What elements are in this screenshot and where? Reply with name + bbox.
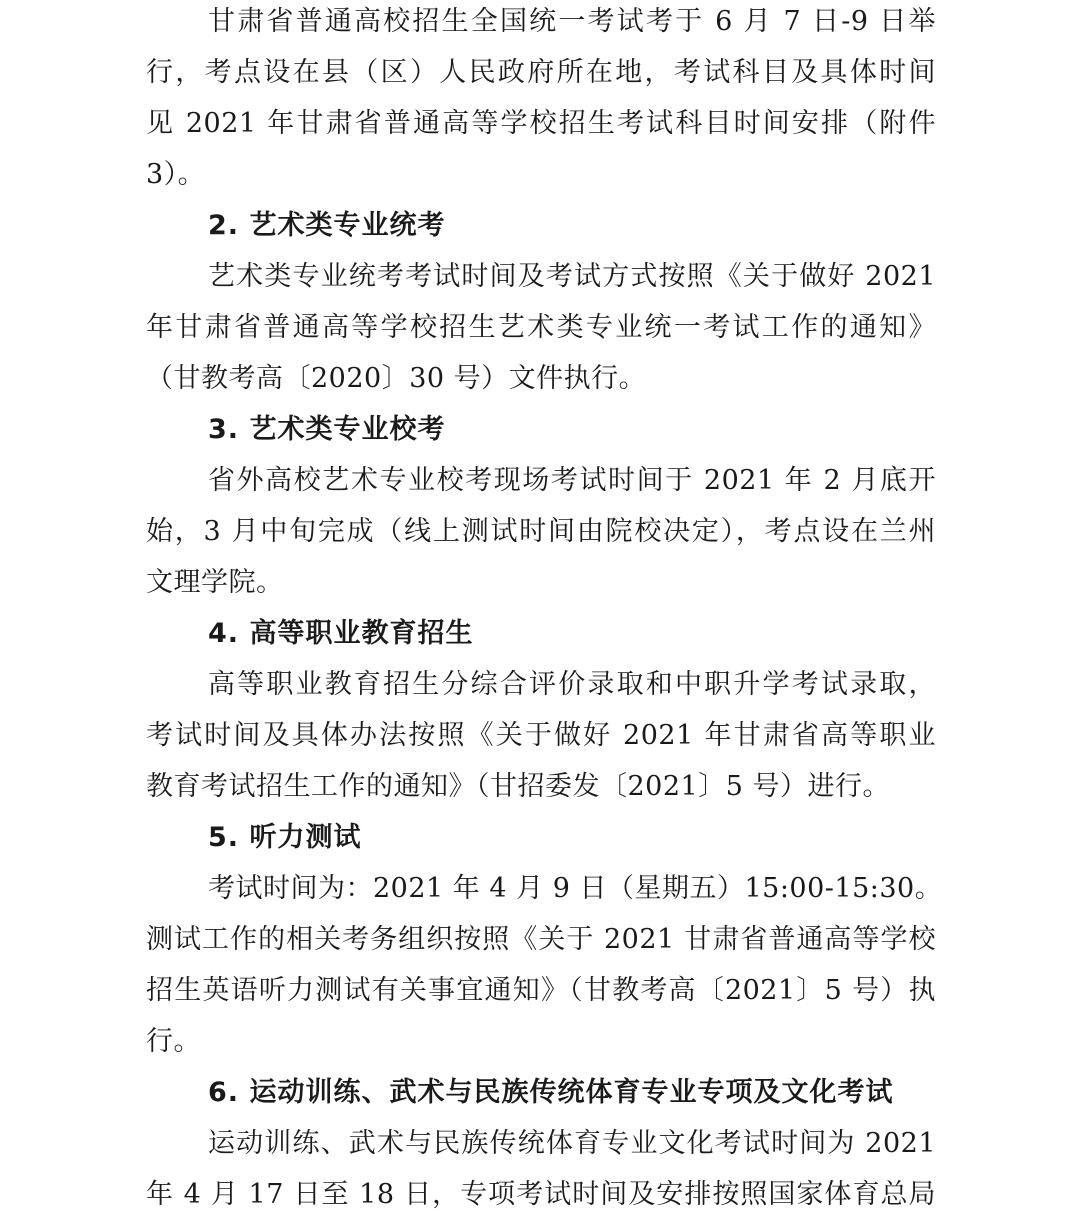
paragraph-line: 考试时间为：2021 年 4 月 9 日（星期五）15:00-15:30。 [208,873,943,904]
paragraph-line: 高等职业教育招生分综合评价录取和中职升学考试录取， [208,669,936,700]
paragraph-line: 年甘肃省普通高等学校招生艺术类专业统一考试工作的通知》 [146,312,936,343]
paragraph-line: 考试时间及具体办法按照《关于做好 2021 年甘肃省高等职业 [146,720,936,751]
paragraph-line: 3）。 [146,159,206,190]
paragraph-line: 艺术类专业统考考试时间及考试方式按照《关于做好 2021 [208,261,936,292]
paragraph-line: 甘肃省普通高校招生全国统一考试考于 6 月 7 日-9 日举 [208,6,936,37]
section-heading: 3. 艺术类专业校考 [208,414,446,445]
paragraph-line: 文理学院。 [146,567,284,598]
paragraph-line: 年 4 月 17 日至 18 日，专项考试时间及安排按照国家体育总局 [146,1179,936,1210]
paragraph-line: 行，考点设在县（区）人民政府所在地，考试科目及具体时间 [146,57,936,88]
paragraph-line: （甘教考高〔2020〕30 号）文件执行。 [146,363,647,394]
section-heading: 4. 高等职业教育招生 [208,618,474,649]
paragraph-line: 教育考试招生工作的通知》（甘招委发〔2021〕5 号）进行。 [146,771,890,802]
paragraph-line: 测试工作的相关考务组织按照《关于 2021 甘肃省普通高等学校 [146,924,936,955]
paragraph-line: 见 2021 年甘肃省普通高等学校招生考试科目时间安排（附件 [146,108,936,139]
section-heading: 5. 听力测试 [208,822,362,853]
paragraph-line: 招生英语听力测试有关事宜通知》（甘教考高〔2021〕5 号）执 [146,975,936,1006]
paragraph-line: 运动训练、武术与民族传统体育专业文化考试时间为 2021 [208,1128,936,1159]
section-heading: 6. 运动训练、武术与民族传统体育专业专项及文化考试 [208,1077,894,1108]
paragraph-line: 行。 [146,1026,201,1057]
section-heading: 2. 艺术类专业统考 [208,210,446,241]
paragraph-line: 省外高校艺术专业校考现场考试时间于 2021 年 2 月底开 [208,465,936,496]
paragraph-line: 始，3 月中旬完成（线上测试时间由院校决定），考点设在兰州 [146,516,936,547]
